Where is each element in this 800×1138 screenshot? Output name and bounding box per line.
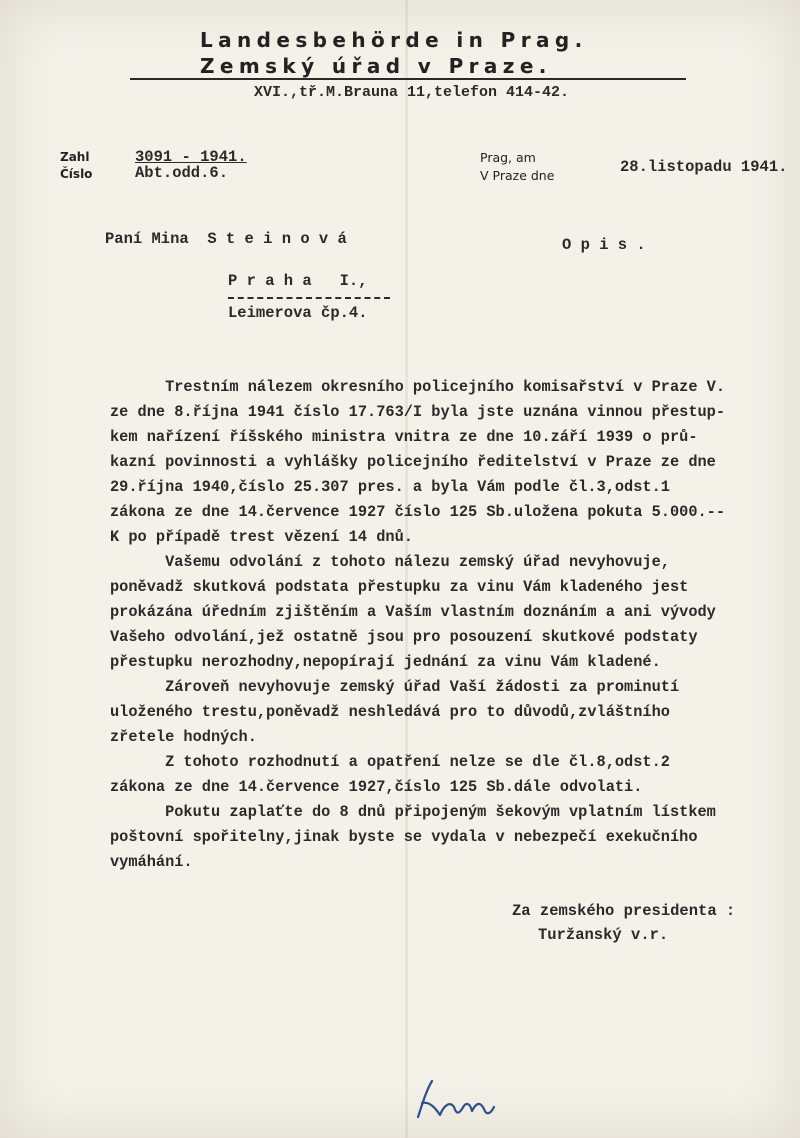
handwritten-signature (410, 1075, 500, 1125)
letterhead-title-de: Landesbehörde in Prag. (200, 28, 588, 52)
closing-for-president: Za zemského presidenta : (512, 902, 736, 920)
city-underline (228, 297, 390, 299)
body-line: kem nařízení říšského ministra vnitra ze dne 10.září 1939 o prů- (110, 428, 698, 446)
body-line: K po případě trest vězení 14 dnů. (110, 528, 413, 546)
recipient-city: P r a h a I., (228, 272, 368, 290)
reference-number: 3091 - 1941. (135, 148, 247, 166)
body-line: Zároveň nevyhovuje zemský úřad Vaší žádosti za prominutí (110, 678, 680, 696)
cislo-label: Číslo (60, 167, 93, 181)
place-label-de: Prag, am (480, 150, 536, 165)
body-line: poněvadž skutková podstata přestupku za vinu Vám kladeného jest (110, 578, 689, 596)
body-line: prokázána úředním zjištěním a Vaším vlastním doznáním a ani vývody (110, 603, 716, 621)
body-line: přestupku nerozhodny,nepopírají jednání za vinu Vám kladené. (110, 653, 661, 671)
body-line: zákona ze dne 14.července 1927,číslo 125 Sb.dále odvolati. (110, 778, 643, 796)
body-line: kazní povinnosti a vyhlášky policejního ředitelství v Praze ze dne (110, 453, 716, 471)
body-line: Z tohoto rozhodnutí a opatření nelze se dle čl.8,odst.2 (110, 753, 670, 771)
letterhead-rule (130, 78, 686, 80)
letterhead-title-cz: Zemský úřad v Praze. (200, 54, 552, 78)
closing-signed-name: Turžanský v.r. (538, 926, 669, 944)
place-label-cz: V Praze dne (480, 168, 555, 183)
letterhead-address: XVI.,tř.M.Brauna 11,telefon 414-42. (254, 84, 570, 101)
letter-date: 28.listopadu 1941. (620, 158, 788, 176)
recipient-street: Leimerova čp.4. (228, 304, 368, 322)
body-line: zřetele hodných. (110, 728, 257, 746)
body-line: Trestním nálezem okresního policejního komisařství v Praze V. (110, 378, 726, 396)
body-line: ze dne 8.října 1941 číslo 17.763/I byla jste uznána vinnou přestup- (110, 403, 726, 421)
body-line: uloženého trestu,poněvadž neshledává pro to důvodů,zvláštního (110, 703, 670, 721)
body-line: zákona ze dne 14.července 1927 číslo 125 Sb.uložena pokuta 5.000.-- (110, 503, 726, 521)
reference-department: Abt.odd.6. (135, 164, 229, 182)
body-line: Vašeho odvolání,jež ostatně jsou pro posouzení skutkové podstaty (110, 628, 698, 646)
body-line: Pokutu zaplaťte do 8 dnů připojeným šekovým vplatním lístkem (110, 803, 716, 821)
body-line: vymáhání. (110, 853, 193, 871)
zahl-label: Zahl (60, 150, 90, 164)
body-line: 29.října 1940,číslo 25.307 pres. a byla Vám podle čl.3,odst.1 (110, 478, 670, 496)
body-line: Vašemu odvolání z tohoto nálezu zemský úřad nevyhovuje, (110, 553, 670, 571)
copy-mark: O p i s . (562, 236, 646, 254)
recipient-name: Paní Mina S t e i n o v á (105, 230, 347, 248)
body-line: poštovní spořitelny,jinak byste se vydala v nebezpečí exekučního (110, 828, 698, 846)
